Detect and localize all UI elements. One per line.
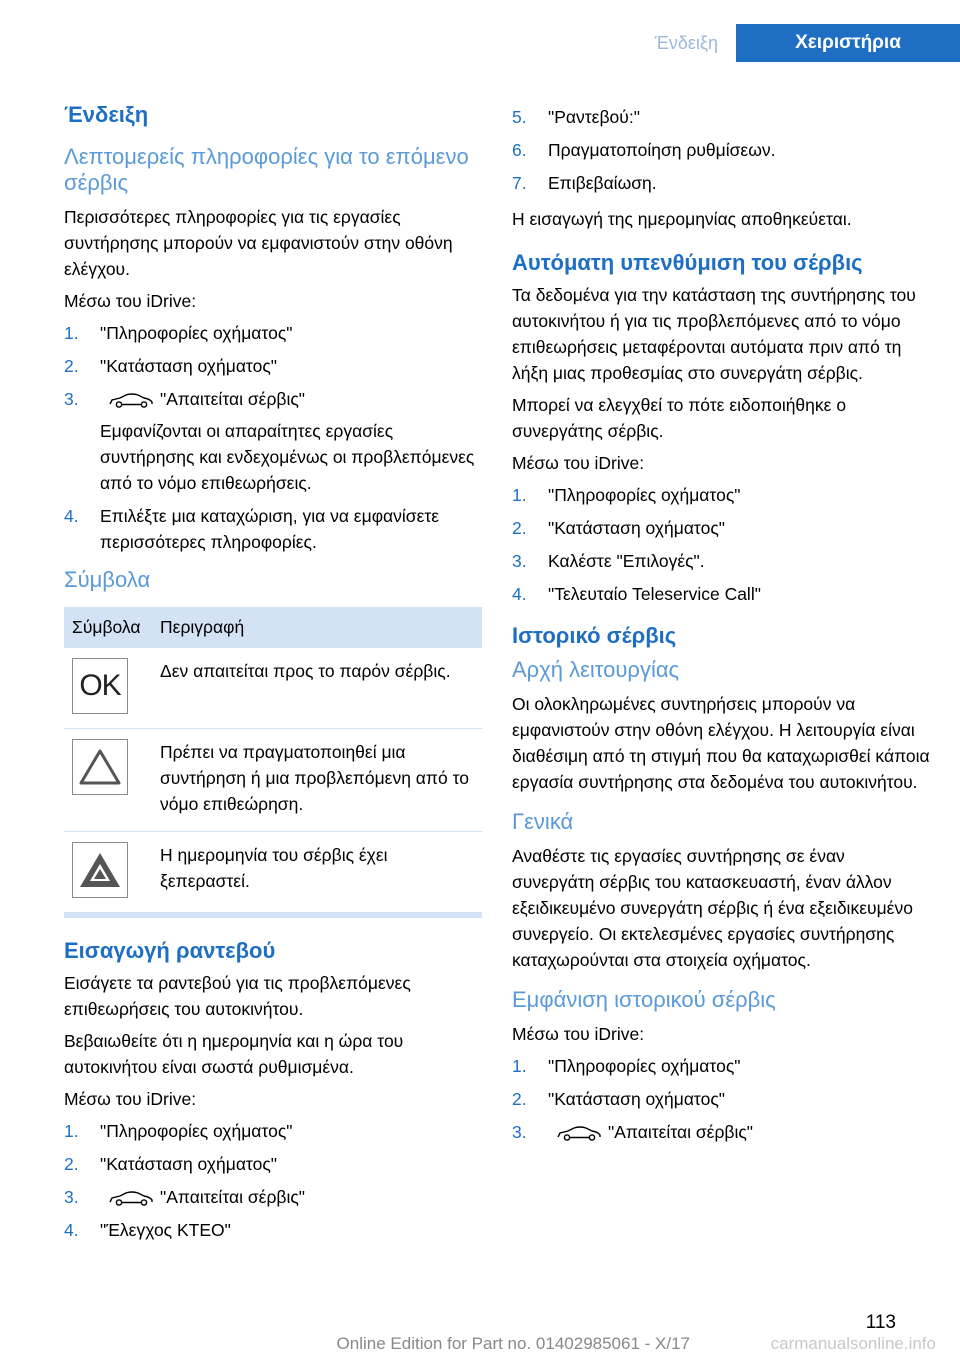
subheading-next-service-details: Λεπτομερείς πληροφορίες για το επόμενο σέρβις (64, 144, 469, 195)
list-number: 1. (512, 485, 527, 505)
table-row (64, 648, 482, 729)
subheading-show-history: Εμφάνιση ιστορικού σέρβις (512, 987, 776, 1012)
table-row (64, 832, 482, 913)
page-footer (0, 1282, 960, 1362)
list-text: "Κατάσταση οχήματος" (100, 1154, 277, 1174)
paragraph: Η εισαγωγή της ημερομηνίας αποθηκεύεται. (512, 209, 852, 229)
steps-list (512, 482, 932, 607)
paragraph: Μέσω του iDrive: (64, 1089, 197, 1109)
list-item (512, 170, 932, 196)
list-text: Πραγματοποίηση ρυθμίσεων. (548, 140, 776, 160)
ok-symbol-label: OK (79, 669, 121, 702)
table-bottom-rule (64, 913, 482, 918)
right-column (512, 100, 932, 1155)
list-number: 2. (64, 1154, 79, 1174)
list-item (512, 1053, 932, 1079)
header-tabs (637, 24, 960, 62)
list-number: 3. (64, 1187, 79, 1207)
list-text: "Απαιτείται σέρβις" (160, 1187, 306, 1207)
list-item (512, 104, 932, 130)
list-item (64, 1217, 482, 1243)
list-item-detail: Εμφανίζονται οι απαραίτητες εργασίες συντήρησης και ενδεχομένως οι προβλεπόμενες από το νόμο επιθεωρήσεις. (100, 421, 475, 493)
list-text: "Κατάσταση οχήματος" (548, 518, 725, 538)
list-number: 4. (64, 506, 79, 526)
watermark: carmanualsonline.info (770, 1334, 936, 1353)
list-text: Επιβεβαίωση. (548, 173, 657, 193)
paragraph: Μέσω του iDrive: (512, 453, 645, 473)
list-item (512, 581, 932, 607)
table-header-row (64, 607, 482, 648)
list-number: 4. (512, 584, 527, 604)
list-text: "Πληροφορίες οχήματος" (548, 485, 741, 505)
steps-list (64, 1118, 482, 1243)
list-number: 7. (512, 173, 527, 193)
warning-triangle-outline-icon (72, 739, 128, 795)
subheading-general: Γενικά (512, 809, 574, 834)
paragraph: Οι ολοκληρωμένες συντηρήσεις μπορούν να εμφανιστούν στην οθόνη ελέγχου. Η λειτουργία είναι διαθέσιμη από τη στιγμή που θα καταχωρισθεί κάποια εργασία συντήρησης στα δεδομένα του αυτοκινήτου. (512, 694, 930, 792)
list-item (64, 386, 482, 496)
section-title-auto-reminder: Αυτόματη υπενθύμιση του σέρβις (512, 250, 863, 275)
list-number: 3. (64, 389, 79, 409)
list-number: 1. (64, 1121, 79, 1141)
list-number: 3. (512, 1122, 527, 1142)
list-text: "Έλεγχος ΚΤΕΟ" (100, 1220, 231, 1240)
list-item (64, 1184, 482, 1210)
steps-list (512, 1053, 932, 1145)
steps-list (64, 320, 482, 555)
symbols-table (64, 607, 482, 913)
list-text: "Κατάσταση οχήματος" (100, 356, 277, 376)
page-number: 113 (865, 1312, 896, 1333)
table-header-symbol: Σύμβολα (64, 607, 152, 648)
list-item (512, 482, 932, 508)
list-item (512, 515, 932, 541)
list-item (64, 320, 482, 346)
paragraph: Βεβαιωθείτε ότι η ημερομηνία και η ώρα του αυτοκινήτου είναι σωστά ρυθμισμένα. (64, 1031, 404, 1077)
list-number: 6. (512, 140, 527, 160)
car-icon (108, 392, 154, 408)
list-text: "Απαιτείται σέρβις" (160, 389, 306, 409)
list-number: 1. (64, 323, 79, 343)
list-text: Καλέστε "Επιλογές". (548, 551, 705, 571)
table-row (64, 729, 482, 832)
list-number: 4. (64, 1220, 79, 1240)
section-title-appointment: Εισαγωγή ραντεβού (64, 938, 276, 963)
list-item (64, 353, 482, 379)
subheading-principle: Αρχή λειτουργίας (512, 657, 680, 682)
paragraph: Τα δεδομένα για την κατάσταση της συντήρησης του αυτοκινήτου ή για τις προβλεπόμενες από το νόμο επιθεωρήσεις μεταφέρονται αυτόματα πριν από τη λήξη μιας προθεσμίας στο συνεργάτη σέρβις. (512, 285, 916, 383)
list-item (512, 1119, 932, 1145)
list-text: "Πληροφορίες οχήματος" (100, 1121, 293, 1141)
section-title-service-history: Ιστορικό σέρβις (512, 623, 677, 648)
list-number: 1. (512, 1056, 527, 1076)
list-item (512, 1086, 932, 1112)
list-item (64, 503, 482, 555)
list-item (64, 1118, 482, 1144)
list-number: 2. (64, 356, 79, 376)
header-section-label: Ένδειξη (637, 24, 736, 62)
paragraph: Μπορεί να ελεγχθεί το πότε ειδοποιήθηκε ο συνεργάτης σέρβις. (512, 395, 847, 441)
ok-symbol-icon (72, 658, 128, 714)
list-text: Επιλέξτε μια καταχώριση, για να εμφανίσετε περισσότερες πληροφορίες. (100, 506, 440, 552)
list-text: "Ραντεβού:" (548, 107, 640, 127)
edition-note: Online Edition for Part no. 01402985061 - X/17 (336, 1334, 690, 1353)
list-item (512, 137, 932, 163)
table-cell-description: Πρέπει να πραγματοποιηθεί μια συντήρηση ή μια προβλεπόμενη από το νόμο επιθεώρηση. (152, 729, 482, 832)
table-cell-description: Δεν απαιτείται προς το παρόν σέρβις. (152, 648, 482, 729)
left-column (64, 100, 482, 1253)
list-item (64, 1151, 482, 1177)
car-icon (556, 1125, 602, 1141)
list-number: 5. (512, 107, 527, 127)
paragraph: Εισάγετε τα ραντεβού για τις προβλεπόμενες επιθεωρήσεις του αυτοκινήτου. (64, 973, 411, 1019)
header-chapter-label: Χειριστήρια (736, 24, 960, 62)
paragraph: Μέσω του iDrive: (512, 1024, 645, 1044)
paragraph: Μέσω του iDrive: (64, 291, 197, 311)
section-title-display: Ένδειξη (64, 102, 149, 127)
list-item (512, 548, 932, 574)
list-number: 2. (512, 518, 527, 538)
list-text: "Πληροφορίες οχήματος" (100, 323, 293, 343)
subheading-symbols: Σύμβολα (64, 567, 151, 592)
list-number: 3. (512, 551, 527, 571)
table-header-description: Περιγραφή (152, 607, 482, 648)
list-text: "Πληροφορίες οχήματος" (548, 1056, 741, 1076)
warning-triangle-filled-icon (72, 842, 128, 898)
paragraph: Αναθέστε τις εργασίες συντήρησης σε έναν συνεργάτη σέρβις του κατασκευαστή, έναν άλλον εξειδικευμένο συνεργάτη σέρβις ή ένα εξειδικευμένο συνεργείο. Οι εκτελεσμένες εργασίες συντήρησης καταχωρούνται στα στοιχεία οχήματος. (512, 846, 913, 970)
steps-list-continued (512, 104, 932, 196)
list-number: 2. (512, 1089, 527, 1109)
list-text: "Απαιτείται σέρβις" (608, 1122, 754, 1142)
list-text: "Κατάσταση οχήματος" (548, 1089, 725, 1109)
car-icon (108, 1190, 154, 1206)
table-cell-description: Η ημερομηνία του σέρβις έχει ξεπεραστεί. (152, 832, 482, 913)
list-text: "Τελευταίο Teleservice Call" (548, 584, 761, 604)
paragraph: Περισσότερες πληροφορίες για τις εργασίες συντήρησης μπορούν να εμφανιστούν στην οθόνη ελέγχου. (64, 207, 453, 279)
